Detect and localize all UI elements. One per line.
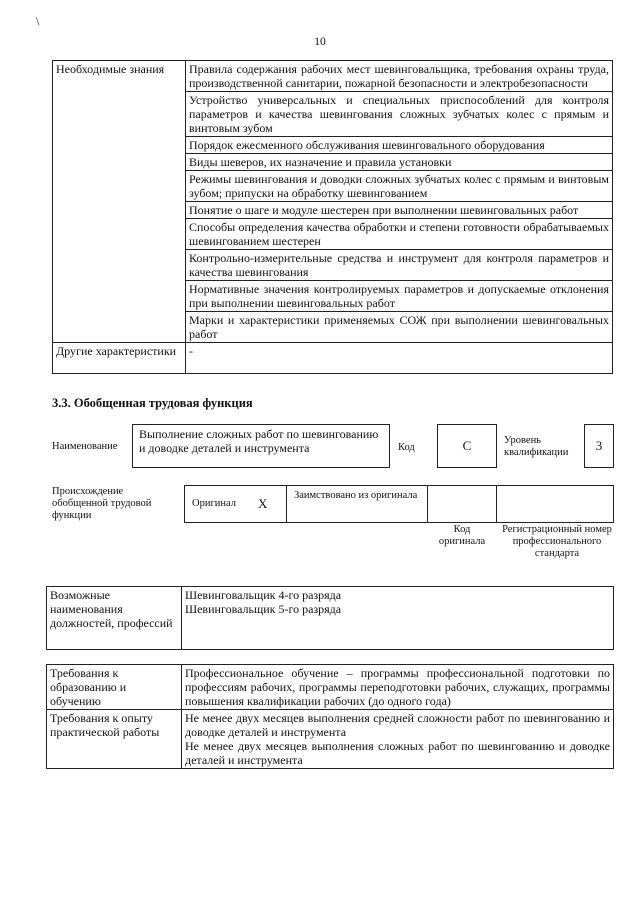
knowledge-item: Контрольно-измерительные средства и инструмент для контроля параметров и качества шевингования [186,250,613,281]
origin-divider [496,485,497,523]
origin-original-cell [184,485,287,523]
position-item: Шевинговальщик 4-го разряда [185,588,342,602]
positions-table [46,586,614,650]
knowledge-item: Устройство универсальных и специальных приспособлений для контроля параметров и качества шевингования сложных зубчатых колес с прямым и винтовым зубом [186,92,613,137]
corner-mark: \ [36,14,40,28]
code-caption: Код оригинала [438,524,486,547]
original-label: Оригинал [192,498,236,509]
experience-item: Не менее двух месяцев выполнения сложных работ по шевингованию и доводке деталей и инструмента [185,739,610,767]
page-number: 10 [314,36,326,48]
requirements-table [46,664,614,769]
knowledge-item: Марки и характеристики применяемых СОЖ при выполнении шевинговальных работ [186,312,613,343]
experience-value [182,710,614,769]
code-value: C [437,424,497,468]
position-item: Шевинговальщик 5-го разряда [185,602,342,616]
positions-label: Возможные наименования должностей, профессий [47,587,182,650]
section-title: 3.3. Обобщенная трудовая функция [52,396,253,410]
level-value: 3 [584,424,614,468]
knowledge-item: Порядок ежесменного обслуживания шевинговального оборудования [186,137,613,154]
experience-item: Не менее двух месяцев выполнения средней сложности работ по шевингованию и доводке деталей и инструмента [185,711,610,739]
knowledge-item: Способы определения качества обработки и степени готовности обрабатываемых шевингованием шестерен [186,219,613,250]
borrowed-label: Заимствовано из оригинала [294,490,418,501]
knowledge-item: Правила содержания рабочих мест шевинговальщика, требования охраны труда, производственной санитарии, пожарной безопасности и электробезопасности [186,61,613,92]
knowledge-item: Режимы шевингования и доводки сложных зубчатых колес с прямым и винтовым зубом; припуски на обработку шевингованием [186,171,613,202]
registration-caption: Регистрационный номер профессионального стандарта [502,524,612,559]
origin-label: Происхождение обобщенной трудовой функции [52,486,152,521]
origin-divider [427,485,428,523]
original-mark: X [258,496,268,511]
name-label: Наименование [52,441,118,452]
knowledge-item: Нормативные значения контролируемых параметров и допускаемые отклонения при выполнении шевинговальных работ [186,281,613,312]
positions-value [182,587,614,650]
knowledge-table [52,60,613,374]
other-characteristics-value: - [186,343,613,374]
education-value: Профессиональное обучение – программы профессиональной подготовки по профессиям рабочих, программы переподготовки рабочих, служащих, программы повышения квалификации рабочих (до одного года) [182,665,614,710]
knowledge-label: Необходимые знания [53,61,186,343]
education-label: Требования к образованию и обучению [47,665,182,710]
knowledge-item: Понятие о шаге и модуле шестерен при выполнении шевинговальных работ [186,202,613,219]
name-value: Выполнение сложных работ по шевингованию и доводке деталей и инструмента [132,424,390,468]
other-characteristics-label: Другие характеристики [53,343,186,374]
experience-label: Требования к опыту практической работы [47,710,182,769]
knowledge-item: Виды шеверов, их назначение и правила установки [186,154,613,171]
level-label: Уровень квалификации [504,435,569,458]
code-label: Код [398,442,415,453]
